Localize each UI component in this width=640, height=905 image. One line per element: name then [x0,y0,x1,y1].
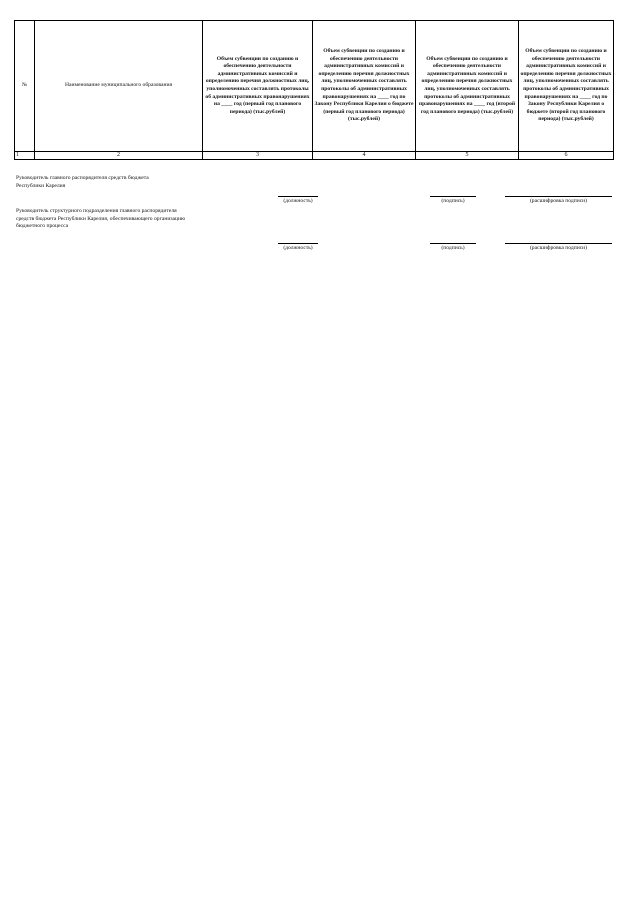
col-number-2: 2 [35,152,203,160]
position-line-2 [278,243,318,244]
decode-line-1 [505,196,612,197]
signature-caption-2: (подпись) [441,245,465,251]
header-col-6: Объем субвенции по созданию и обеспечению деятельности административных комиссий и определению перечня должностных лиц, уполномоченных составлять протоколы об административных правонарушениях на ____ год по Закону Республики Карелия о бюджете (второй год планового периода) (тыс.рублей) [519,21,614,152]
col-number-1: 1 [15,152,35,160]
decode-caption-2: (расшифровка подписи) [529,245,588,251]
table-header-row [15,21,614,152]
subvention-table [14,20,614,160]
col-number-4: 4 [313,152,416,160]
col-number-5: 5 [416,152,519,160]
position-caption-1: (должность) [283,198,313,204]
position-line-1 [278,196,318,197]
position-caption-2: (должность) [283,245,313,251]
decode-caption-1: (расшифровка подписи) [529,198,588,204]
header-col-4: Объем субвенции по созданию и обеспечению деятельности административных комиссий и определению перечня должностных лиц, уполномоченных составлять протоколы об административных правонарушениях на ____ год по Закону Республики Карелия о бюджете (первый год планового периода) (тыс.рублей) [313,21,416,152]
signature-head-2: Руководитель структурного подразделения главного распорядителя средств бюджета Республики Карелия, обеспечивающего организацию бюджетного процесса [16,208,186,230]
signature-line-1 [430,196,476,197]
signature-line-2 [430,243,476,244]
header-col-3: Объем субвенции по созданию и обеспечению деятельности административных комиссий и определению перечня должностных лиц, уполномоченных составлять протоколы об административных правонарушениях на ____ год (первый год планового периода) (тыс.рублей) [203,21,313,152]
signature-head-1: Руководитель главного распорядителя средств бюджета Республики Карелия [16,175,149,189]
table-number-row [15,152,614,160]
signature-caption-1: (подпись) [441,198,465,204]
col-number-3: 3 [203,152,313,160]
col-number-6: 6 [519,152,614,160]
header-municipality: Наименование муниципального образования [35,21,203,152]
decode-line-2 [505,243,612,244]
header-col-5: Объем субвенции по созданию и обеспечению деятельности административных комиссий и определению перечня должностных лиц, уполномоченных составлять протоколы об административных правонарушениях на ____ год (второй год планового периода) (тыс.рублей) [416,21,519,152]
header-number: № [15,21,35,152]
